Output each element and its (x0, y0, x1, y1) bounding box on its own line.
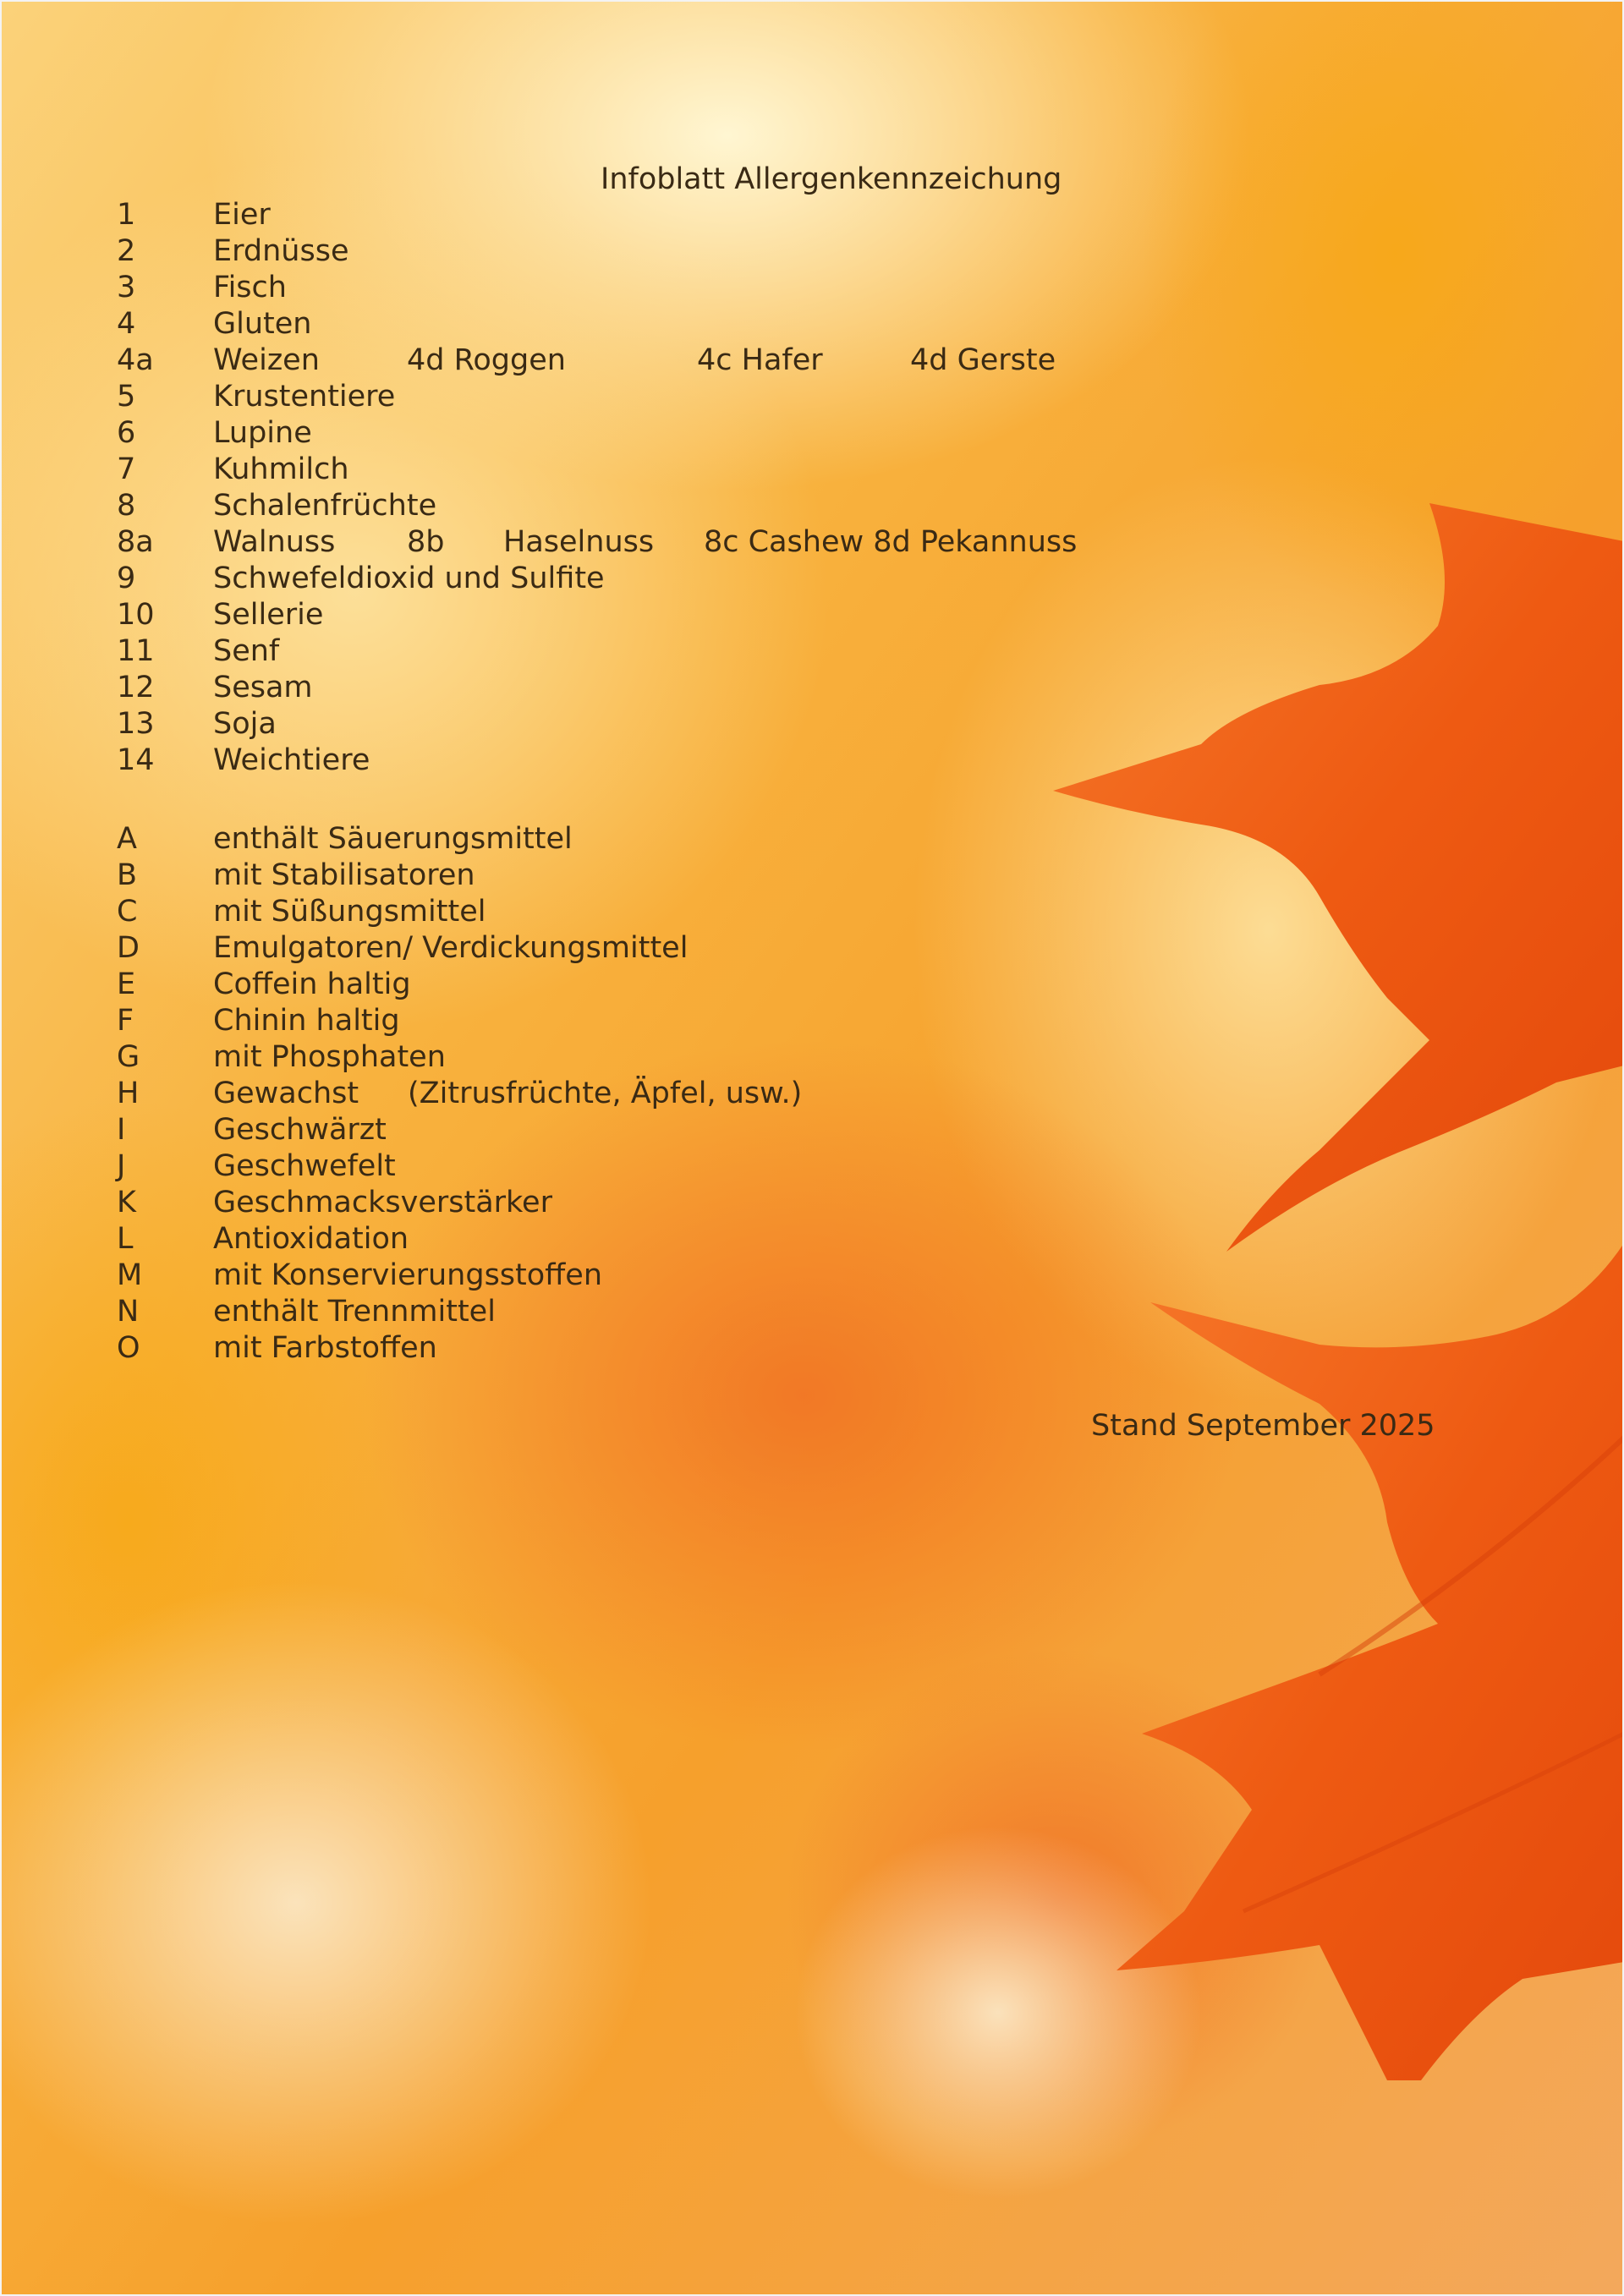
additive-label: Coffein haltig (213, 967, 411, 1001)
allergen-label: Lupine (213, 416, 312, 450)
additive-code: A (117, 822, 137, 856)
additive-code: J (117, 1149, 126, 1183)
allergen-label: Krustentiere (213, 380, 396, 414)
additive-code: H (117, 1077, 140, 1110)
allergen-label: Weichtiere (213, 743, 370, 777)
allergen-code: 3 (117, 271, 136, 304)
additive-label: mit Süßungsmittel (213, 895, 486, 929)
allergen-label: Erdnüsse (213, 234, 349, 268)
additive-label: enthält Säuerungsmittel (213, 822, 573, 856)
additive-code: D (117, 931, 140, 965)
additive-code: M (117, 1258, 143, 1292)
allergen-label: Weizen (213, 343, 320, 377)
allergen-code: 6 (117, 416, 136, 450)
allergen-code: 8 (117, 489, 136, 523)
allergen-code: 8a (117, 525, 154, 559)
allergen-label: Sellerie (213, 598, 324, 632)
allergen-subtype: 8c Cashew 8d Pekannuss (704, 525, 1078, 559)
allergen-code: 12 (117, 671, 155, 704)
additive-label: Geschwefelt (213, 1149, 396, 1183)
additive-label: enthält Trennmittel (213, 1295, 496, 1329)
additive-code: E (117, 967, 136, 1001)
allergen-label: Schwefeldioxid und Sulfite (213, 562, 605, 595)
additive-label: mit Konservierungsstoffen (213, 1258, 603, 1292)
allergen-code: 14 (117, 743, 155, 777)
additive-note: (Zitrusfrüchte, Äpfel, usw.) (408, 1077, 803, 1110)
additive-code: L (117, 1222, 134, 1256)
allergen-code: 5 (117, 380, 136, 414)
allergen-subtype: 4d Gerste (910, 343, 1056, 377)
allergen-label: Gluten (213, 307, 312, 341)
additive-code: I (117, 1113, 126, 1147)
allergen-label: Soja (213, 707, 277, 741)
allergen-label: Walnuss (213, 525, 336, 559)
allergen-code: 13 (117, 707, 155, 741)
allergen-code: 4 (117, 307, 136, 341)
additive-label: Geschmacksverstärker (213, 1186, 552, 1219)
additive-label: Emulgatoren/ Verdickungsmittel (213, 931, 689, 965)
allergen-label: Fisch (213, 271, 287, 304)
additive-label: Chinin haltig (213, 1004, 400, 1038)
additive-label: Geschwärzt (213, 1113, 387, 1147)
additive-label: Antioxidation (213, 1222, 409, 1256)
additive-label: Gewachst (213, 1077, 359, 1110)
allergen-label: Eier (213, 198, 271, 232)
additive-label: mit Phosphaten (213, 1040, 446, 1074)
allergen-code: 7 (117, 452, 136, 486)
allergen-code: 4a (117, 343, 154, 377)
allergen-subtype: 8b (407, 525, 445, 559)
additive-label: mit Farbstoffen (213, 1331, 437, 1365)
additive-code: K (117, 1186, 136, 1219)
allergen-label: Sesam (213, 671, 313, 704)
date-stamp: Stand September 2025 (1091, 1409, 1435, 1443)
allergen-code: 9 (117, 562, 136, 595)
additive-code: F (117, 1004, 134, 1038)
allergen-code: 2 (117, 234, 136, 268)
allergen-code: 1 (117, 198, 136, 232)
additive-code: G (117, 1040, 140, 1074)
allergen-label: Schalenfrüchte (213, 489, 437, 523)
allergen-subtype: 4d Roggen (407, 343, 566, 377)
allergen-code: 10 (117, 598, 155, 632)
allergen-label: Senf (213, 634, 280, 668)
additive-code: C (117, 895, 138, 929)
additive-code: B (117, 858, 138, 892)
additive-code: O (117, 1331, 140, 1365)
additive-label: mit Stabilisatoren (213, 858, 475, 892)
page-title: Infoblatt Allergenkennzeichung (601, 162, 1062, 196)
additive-code: N (117, 1295, 140, 1329)
allergen-subtype: 4c Hafer (697, 343, 823, 377)
allergen-code: 11 (117, 634, 155, 668)
allergen-label: Kuhmilch (213, 452, 349, 486)
allergen-subtype: Haselnuss (503, 525, 655, 559)
